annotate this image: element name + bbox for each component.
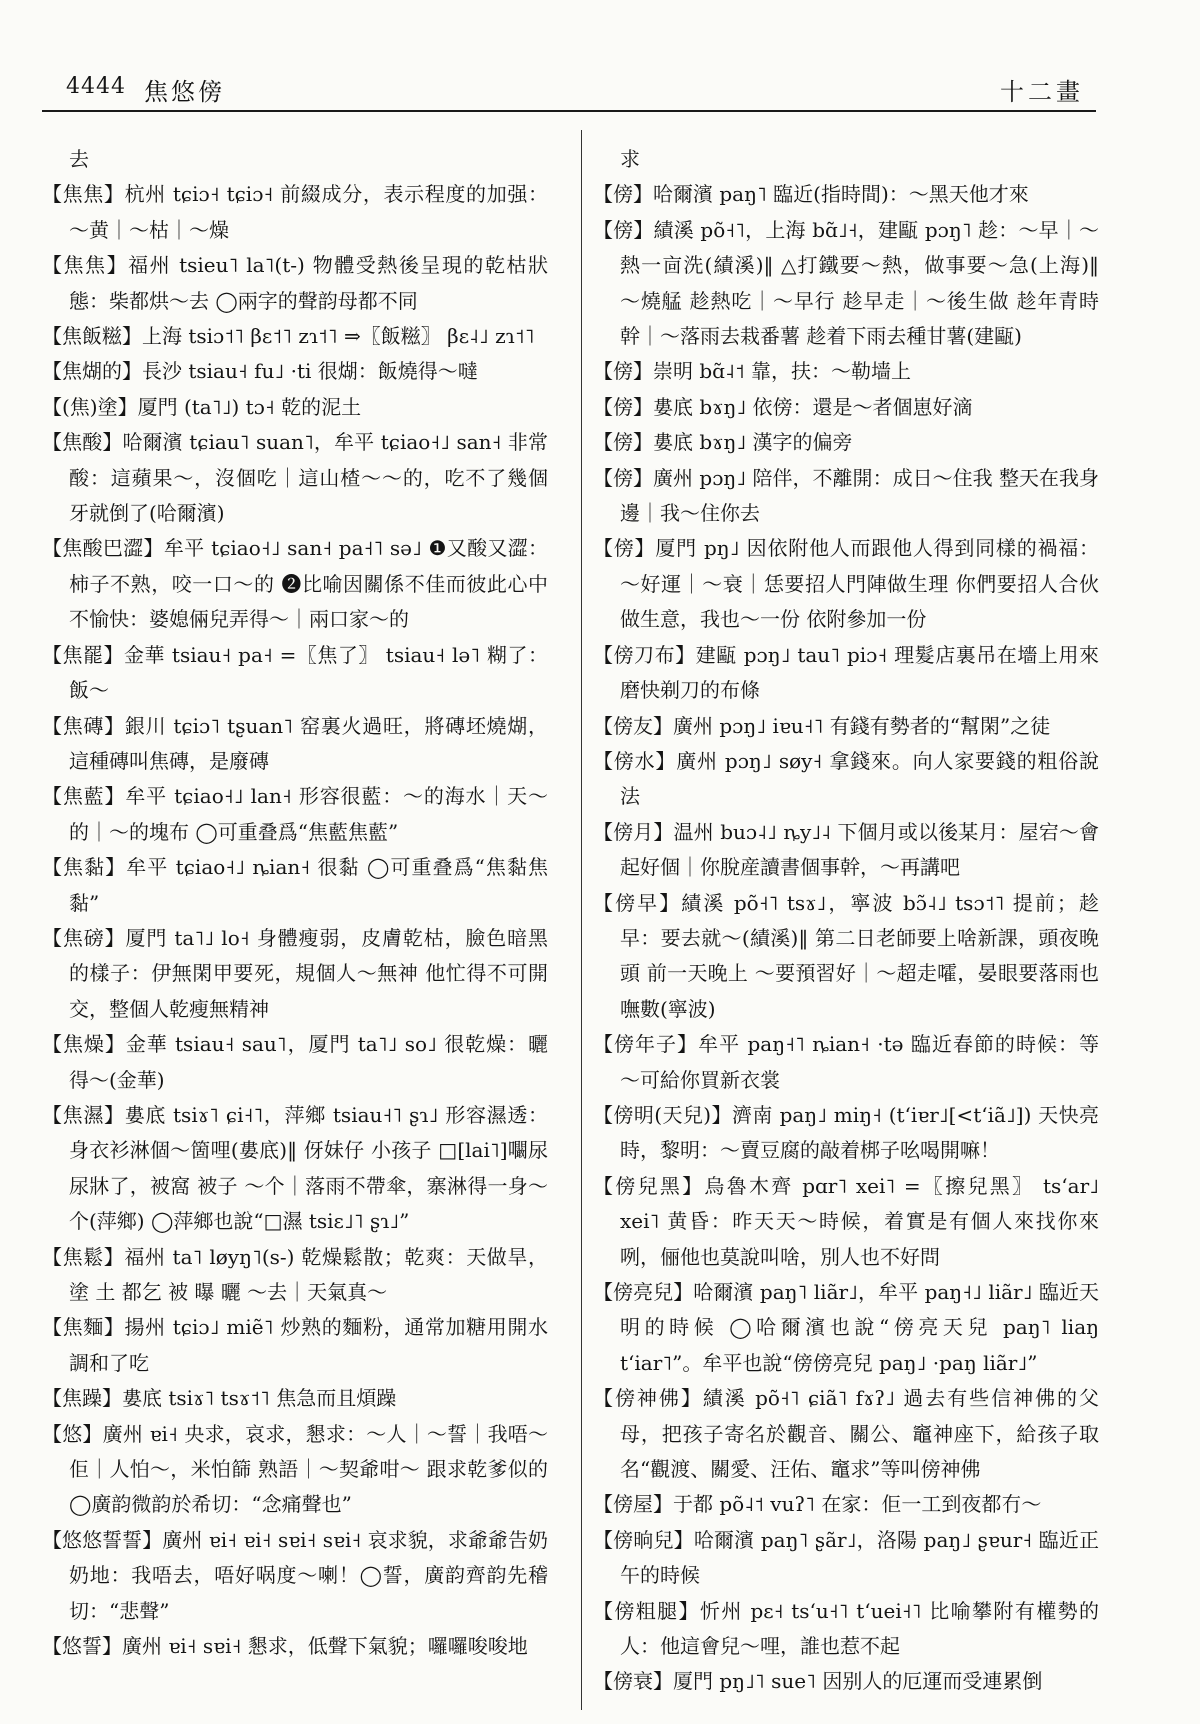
entry-text: 杭州 tɕiɔ˧ tɕiɔ˧ 前綴成分，表示程度的加强：～黄｜～枯｜～燥 bbox=[69, 182, 548, 242]
entry-text: 婁底 bɤŋ˩ 漢字的偏旁 bbox=[653, 430, 853, 455]
entry-headword: 【傍】 bbox=[593, 359, 653, 384]
entry-text: 哈爾濱 tɕiau˥ suan˥，牟平 tɕiao˧˩ san˧ 非常酸：這蘋果～，沒個吃｜這山楂～～的，吃不了幾個牙就倒了(哈爾濱) bbox=[69, 430, 548, 526]
entry-text: 廣州 ɐi˧ ɐi˧ sɐi˧ sɐi˧ 哀求貌，求爺爺告奶奶地：我唔去，唔好㖞度～喇！◯誓，廣韵齊韵先稽切：“悲聲” bbox=[69, 1527, 548, 1623]
dictionary-entry bbox=[593, 177, 1099, 212]
entry-text: 牟平 paŋ˧˥ ȵian˧ ·tə 臨近春節的時候：等～可給你買新衣裳 bbox=[620, 1032, 1099, 1092]
entry-headword: 【焦磚】 bbox=[42, 713, 125, 738]
entry-headword: 【焦焦】 bbox=[42, 253, 129, 278]
dictionary-entry bbox=[42, 1381, 548, 1416]
entry-text: 哈爾濱 paŋ˥ liãr˩，牟平 paŋ˧˩ liãr˩ 臨近天明的時候 ◯哈爾濱也說“傍亮天兒 paŋ˥ liaŋ tʻiar˥”。牟平也說“傍傍亮兒 paŋ˩ ·paŋ liãr˩” bbox=[620, 1280, 1099, 1375]
entry-headword: 【焦罷】 bbox=[42, 642, 125, 667]
dictionary-entry bbox=[593, 390, 1099, 425]
entry-headword: 【傍神佛】 bbox=[593, 1386, 703, 1411]
dictionary-entry bbox=[593, 1664, 1099, 1699]
dictionary-entry bbox=[593, 1594, 1099, 1665]
entry-text: 婁底 tsiɤ˥ ɕi˧˥，萍鄉 tsiau˧˥ ʂɿ˩ 形容濕透：身衣衫淋個～箇哩(婁底)‖ 伢妹仔 小孩子 □[lai˥]㘚尿 尿牀了，被窩 被子 ～个｜落雨不帶傘，寨淋得一身～个(萍鄉) ◯萍鄉也說“□濕 tsiɛ˩˥ ʂɿ˩” bbox=[69, 1102, 548, 1234]
dictionary-entry bbox=[42, 531, 548, 637]
entry-text: 哈爾濱 paŋ˥ ʂãr˩，洛陽 paŋ˩ ʂɐur˧ 臨近正午的時候 bbox=[620, 1527, 1099, 1588]
dictionary-entry bbox=[593, 744, 1099, 815]
dictionary-entry bbox=[42, 425, 548, 531]
entry-text: 建甌 pɔŋ˩ tau˥ piɔ˧ 理髮店裏吊在墻上用來磨快剃刀的布條 bbox=[620, 642, 1099, 703]
stroke-count: 十二畫 bbox=[1000, 78, 1084, 106]
dictionary-entry bbox=[42, 177, 548, 248]
entry-text: 上海 tsiɔ˦˥ βɛ˦˥ zɿ˦˥ ⇒〖飯糍〗 βɛ˨˩ zɿ˦˥ bbox=[142, 324, 535, 349]
dictionary-entry bbox=[593, 1487, 1099, 1522]
entry-headword: 【(焦)塗】 bbox=[42, 394, 138, 419]
entry-headword: 【焦焦】 bbox=[42, 182, 125, 207]
entry-text: 廣州 pɔŋ˩ iɐu˧˥ 有錢有勢者的“幫閑”之徒 bbox=[673, 713, 1051, 738]
entry-headword: 【焦酸巴澀】 bbox=[42, 536, 164, 561]
entry-headword: 【傍】 bbox=[593, 394, 653, 419]
entry-headword: 【傍】 bbox=[593, 465, 654, 490]
entry-text: 婁底 bɤŋ˩ 依傍：還是～者個崽好滴 bbox=[653, 394, 973, 419]
entry-text: 廣州 pɔŋ˩ 陪伴，不離開：成日～住我 整天在我身邊｜我～住你去 bbox=[620, 465, 1099, 526]
entry-headword: 【傍友】 bbox=[593, 713, 673, 738]
entry-headword: 【傍刀布】 bbox=[593, 642, 696, 667]
entry-text: 濟南 paŋ˩ miŋ˧ (tʻiɐr˩[<tʻiã˩]) 天快亮時，黎明：～賣豆腐的敲着梆子吆喝開嘛！ bbox=[620, 1102, 1099, 1163]
dictionary-entry bbox=[42, 1027, 548, 1098]
entry-text: 于都 põ˨˦ vuʔ˥ 在家：佢一工到夜都冇～ bbox=[673, 1492, 1042, 1517]
dictionary-entry bbox=[593, 1381, 1099, 1487]
dictionary-entry bbox=[42, 1417, 548, 1523]
entry-text: 揚州 tɕiɔ˩ miẽ˥ 炒熟的麵粉，通常加糖用開水調和了吃 bbox=[69, 1315, 548, 1375]
entry-headword: 【焦藍】 bbox=[42, 784, 126, 809]
entry-text: 長沙 tsiau˧ fu˩ ·ti 很煳：飯燒得～噠 bbox=[142, 359, 478, 384]
entry-text: 厦門 ta˥˩ lo˧ 身體瘦弱，皮膚乾枯，臉色暗黑的樣子：伊無閑甲要死，規個人～無神 他忙得不可開交，整個人乾瘦無精神 bbox=[69, 925, 548, 1021]
entry-text: 廣州 ɐi˧ 央求，哀求，懇求：～人｜～誓｜我唔～佢｜人怕～，米怕篩 熟語｜～契爺咁～ 跟求乾爹似的 ◯廣韵微韵於希切：“念痛聲也” bbox=[69, 1421, 548, 1517]
running-head: 焦悠傍 bbox=[144, 78, 225, 106]
entry-headword: 【悠悠誓誓】 bbox=[42, 1527, 163, 1552]
dictionary-entry bbox=[42, 248, 548, 319]
page-number: 4444 bbox=[66, 74, 126, 99]
dictionary-entry bbox=[593, 531, 1099, 637]
entry-text: 福州 ta˥ løyŋ˥(s-) 乾燥鬆散；乾爽：天做旱，塗 土 都乞 被 曝 曬 ～去｜天氣真～ bbox=[69, 1244, 548, 1304]
entry-text: 婁底 tsiɤ˥ tsɤ˦˥ 焦急而且煩躁 bbox=[122, 1386, 397, 1411]
dictionary-entry bbox=[593, 425, 1099, 460]
entry-text: 廣州 ɐi˧ sɐi˧ 懇求，低聲下氣貌；囉囉唆唆地 bbox=[122, 1634, 528, 1659]
entry-headword: 【焦濕】 bbox=[42, 1102, 125, 1127]
entry-text: 崇明 bɑ̃˨˦ 靠，扶：～勒墙上 bbox=[653, 359, 912, 384]
entry-headword: 【傍】 bbox=[593, 217, 654, 242]
entry-headword: 【傍水】 bbox=[593, 748, 677, 773]
dictionary-entry bbox=[42, 921, 548, 1027]
dictionary-entry bbox=[42, 850, 548, 921]
entry-headword: 【焦燥】 bbox=[42, 1032, 126, 1057]
entry-text: 金華 tsiau˧ pa˧ =〖焦了〗 tsiau˧ lə˥ 糊了：飯～ bbox=[69, 642, 548, 703]
entry-headword: 【焦麵】 bbox=[42, 1315, 125, 1340]
entry-text: 績溪 põ˧˥，上海 bɑ̃˩˧，建甌 pɔŋ˥ 趁：～早｜～熱一㐭洗(績溪)‖ △打鐵要～熱，做事要～急(上海)‖ ～燒艋 趁熱吃｜～早行 趁早走｜～後生做 趁年青時幹｜～落雨去栽番薯 趁着下雨去種甘薯(建甌) bbox=[620, 217, 1099, 349]
entry-headword: 【焦躁】 bbox=[42, 1386, 122, 1411]
dictionary-entry bbox=[593, 709, 1099, 744]
dictionary-entry bbox=[593, 1027, 1099, 1098]
entry-text: 牟平 tɕiao˧˩ lan˧ 形容很藍：～的海水｜天～的｜～的塊布 ◯可重叠爲“焦藍焦藍” bbox=[69, 784, 548, 844]
entry-headword: 【傍年子】 bbox=[593, 1032, 699, 1057]
entry-headword: 【焦煳的】 bbox=[42, 359, 142, 384]
dictionary-entry bbox=[42, 1098, 548, 1240]
entry-text: 烏魯木齊 pɑr˥ xei˥ =〖擦兒黑〗 tsʻar˩ xei˥ 黄昏：昨天天～時候，着實是有個人來找你來咧，俪他也莫說叫啥，別人也不好問 bbox=[620, 1173, 1099, 1269]
entry-headword: 【傍亮兒】 bbox=[593, 1280, 694, 1304]
entry-headword: 【悠】 bbox=[42, 1421, 103, 1446]
dictionary-entry bbox=[42, 638, 548, 709]
entry-headword: 【焦黏】 bbox=[42, 855, 127, 880]
dictionary-entry bbox=[593, 354, 1099, 389]
entry-text: 福州 tsieu˥ la˥(t-) 物體受熱後呈現的乾枯狀態：柴都烘～去 ◯兩字的聲韵母都不同 bbox=[69, 253, 548, 313]
entry-headword: 【傍衰】 bbox=[593, 1669, 673, 1694]
entry-headword: 【焦酸】 bbox=[42, 430, 123, 455]
entry-headword: 【傍晌兒】 bbox=[593, 1527, 694, 1552]
dictionary-entry bbox=[593, 213, 1099, 355]
entry-text: 績溪 põ˧˥ tsɤ˩，寧波 bɔ̃˨˩ tsɔ˦˥ 提前；趁早：要去就～(績溪)‖ 第二日老師要上啥新課，頭夜晚頭 前一天晚上 ～要預習好｜～超走嚯，晏眼要落雨也嘸數(寧波) bbox=[620, 890, 1099, 1021]
entry-text: 厦門 pŋ˩ 因依附他人而跟他人得到同樣的禍福：～好運｜～衰｜恁要招人門陣做生理 你們要招人合伙做生意，我也～一份 依附參加一份 bbox=[620, 536, 1099, 632]
entry-headword: 【傍明(天兒)】 bbox=[593, 1102, 732, 1127]
dictionary-entry bbox=[42, 319, 548, 354]
entry-text: 廣州 pɔŋ˩ søy˧ 拿錢來。向人家要錢的粗俗說法 bbox=[620, 748, 1099, 809]
entry-headword: 【傍】 bbox=[593, 430, 653, 455]
left-column bbox=[42, 142, 548, 1717]
dictionary-entry bbox=[593, 461, 1099, 532]
entry-headword: 【焦飯糍】 bbox=[42, 324, 142, 349]
entry-text: 厦門 pŋ˩˥ sue˥ 因别人的厄運而受連累倒 bbox=[673, 1669, 1043, 1694]
entry-headword: 【傍】 bbox=[593, 536, 656, 561]
dictionary-entry bbox=[593, 886, 1099, 1028]
page-header bbox=[42, 70, 1096, 112]
entry-text: 忻州 pɛ˧ tsʻu˧˥ tʻuei˧˥ 比喻攀附有權勢的人：他這會兒～哩，誰也惹不起 bbox=[620, 1598, 1099, 1659]
entry-text: 去 bbox=[69, 147, 89, 171]
dictionary-entry bbox=[42, 1629, 548, 1664]
entry-text: 哈爾濱 paŋ˥ 臨近(指時間)：～黑天他才來 bbox=[653, 182, 1029, 207]
dictionary-entry bbox=[593, 1169, 1099, 1275]
entry-text: 銀川 tɕiɔ˥ tʂuan˥ 窑裏火過旺，將磚坯燒煳，這種磚叫焦磚，是廢磚 bbox=[69, 713, 548, 773]
entry-headword: 【悠誓】 bbox=[42, 1634, 122, 1659]
dictionary-entry bbox=[42, 779, 548, 850]
dictionary-entry bbox=[593, 815, 1099, 886]
dictionary-entry bbox=[42, 1310, 548, 1381]
entry-headword: 【焦鬆】 bbox=[42, 1244, 125, 1269]
dictionary-entry bbox=[42, 709, 548, 780]
entry-headword: 【傍兒黑】 bbox=[593, 1173, 705, 1198]
dictionary-entry bbox=[593, 1275, 1099, 1381]
entry-text: 績溪 põ˧˥ ɕiã˥ fɤʔ˩ 過去有些信神佛的父母，把孩子寄名於觀音、關公、竈神座下，給孩子取名“觀渡、關愛、汪佑、竈求”等叫傍神佛 bbox=[620, 1386, 1099, 1482]
dictionary-entry bbox=[42, 354, 548, 389]
dictionary-entry bbox=[42, 1240, 548, 1311]
dictionary-entry bbox=[593, 1523, 1099, 1594]
entry-text: 牟平 tɕiao˧˩ ȵian˧ 很黏 ◯可重叠爲“焦黏焦黏” bbox=[69, 855, 548, 915]
entry-headword: 【傍屋】 bbox=[593, 1492, 673, 1517]
dictionary-entry bbox=[593, 142, 1099, 177]
entry-text: 求 bbox=[620, 147, 640, 171]
entry-text: 牟平 tɕiao˧˩ san˧ pa˧˥ sə˩ ❶又酸又澀：柿子不熟，咬一口～的 ❷比喻因關係不佳而彼此心中不愉快：婆媳倆兒弄得～｜兩口家～的 bbox=[69, 536, 548, 632]
column-divider bbox=[581, 130, 582, 1710]
entry-headword: 【傍月】 bbox=[593, 819, 674, 844]
entry-text: 厦門 (ta˥˩) tɔ˧ 乾的泥土 bbox=[137, 394, 362, 419]
entry-headword: 【傍】 bbox=[593, 182, 653, 207]
entry-headword: 【焦磅】 bbox=[42, 925, 126, 950]
dictionary-entry bbox=[42, 390, 548, 425]
dictionary-entry bbox=[593, 638, 1099, 709]
dictionary-entry bbox=[42, 1523, 548, 1629]
entry-text: 温州 buɔ˨˩ ȵy˩˨ 下個月或以後某月：屋宕～會起好個｜你脫産讀書個事幹，～再講吧 bbox=[620, 819, 1099, 880]
entry-headword: 【傍早】 bbox=[593, 890, 682, 915]
dictionary-entry bbox=[593, 1098, 1099, 1169]
right-column bbox=[593, 142, 1099, 1717]
entry-headword: 【傍粗腿】 bbox=[593, 1598, 700, 1623]
entry-text: 金華 tsiau˧ sau˥，厦門 ta˥˩ so˩ 很乾燥：曬得～(金華) bbox=[69, 1032, 548, 1092]
dictionary-entry bbox=[42, 142, 548, 177]
